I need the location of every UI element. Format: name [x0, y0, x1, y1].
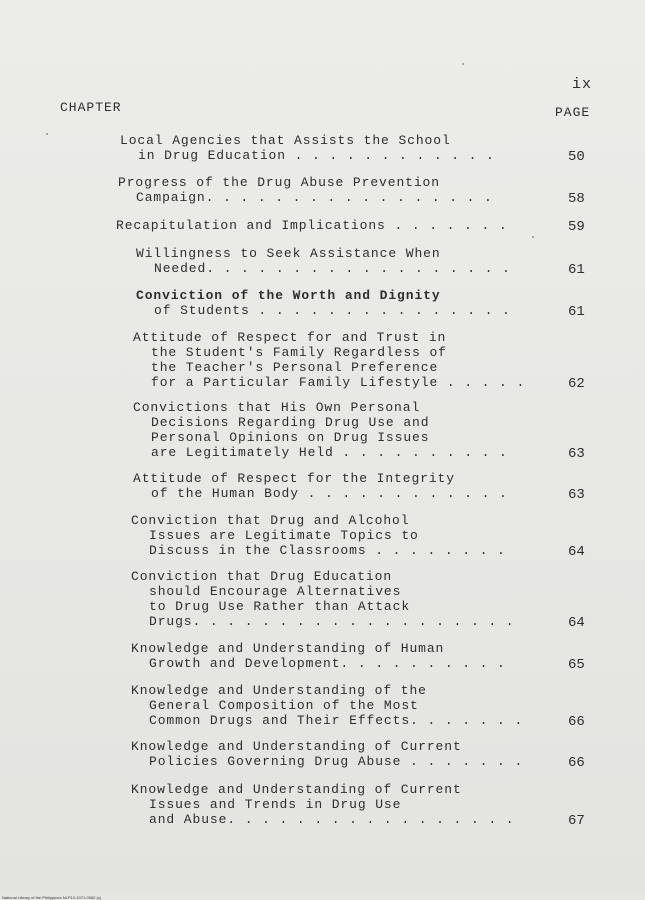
toc-entry-line: Discuss in the Classrooms . . . . . . . .: [149, 543, 506, 558]
toc-entry: [0, 569, 645, 629]
toc-entry-line: General Composition of the Most: [149, 698, 419, 713]
page-column-header: PAGE: [555, 105, 591, 120]
toc-entry-line: to Drug Use Rather than Attack: [149, 599, 411, 614]
toc-entry-line: are Legitimately Held . . . . . . . . . .: [151, 445, 508, 460]
toc-entry-line: Conviction of the Worth and Dignity: [136, 288, 441, 303]
toc-entry-line: in Drug Education . . . . . . . . . . . .: [138, 148, 495, 163]
toc-entry-page: 62: [568, 376, 585, 392]
toc-entry-line: Attitude of Respect for the Integrity: [133, 471, 455, 486]
toc-entry-page: 65: [568, 657, 585, 673]
toc-entry-line: Knowledge and Understanding of Human: [131, 641, 445, 656]
toc-entry-line: Drugs. . . . . . . . . . . . . . . . . . .: [149, 614, 515, 629]
toc-entry-line: Recapitulation and Implications . . . . . . .: [116, 218, 508, 233]
toc-entry-page: 61: [568, 262, 585, 278]
toc-entry: [0, 782, 645, 827]
toc-entry-line: the Teacher's Personal Preference: [151, 360, 439, 375]
footer-credit: National Library of the Philippines NLP10-1971-0082 (c): [2, 895, 102, 900]
toc-entry-line: Willingness to Seek Assistance When: [136, 246, 441, 261]
toc-entry: [0, 400, 645, 460]
toc-entry-line: Progress of the Drug Abuse Prevention: [118, 175, 440, 190]
toc-entry-page: 64: [568, 615, 585, 631]
toc-entry: [0, 513, 645, 558]
toc-entry-page: 66: [568, 714, 585, 730]
toc-entry-line: Personal Opinions on Drug Issues: [151, 430, 430, 445]
toc-entry-line: Knowledge and Understanding of the: [131, 683, 427, 698]
toc-entry: [0, 641, 645, 671]
toc-entry-line: Decisions Regarding Drug Use and: [151, 415, 430, 430]
toc-entry-line: Policies Governing Drug Abuse . . . . . . .: [149, 754, 524, 769]
toc-entry-line: of Students . . . . . . . . . . . . . . .: [154, 303, 511, 318]
toc-entry-page: 63: [568, 487, 585, 503]
paper-speck: [46, 133, 48, 135]
toc-entry: [0, 246, 645, 276]
toc-entry-page: 63: [568, 446, 585, 462]
toc-entry: [0, 683, 645, 728]
toc-entry: [0, 288, 645, 318]
toc-entry-line: Common Drugs and Their Effects. . . . . . .: [149, 713, 524, 728]
toc-entry-line: Needed. . . . . . . . . . . . . . . . . .: [154, 261, 511, 276]
paper-speck: [462, 63, 464, 65]
toc-entry-line: Campaign. . . . . . . . . . . . . . . . .: [136, 190, 493, 205]
toc-entry-page: 67: [568, 813, 585, 829]
toc-entry-line: Convictions that His Own Personal: [133, 400, 421, 415]
toc-entry-page: 64: [568, 544, 585, 560]
toc-entry-line: the Student's Family Regardless of: [151, 345, 447, 360]
toc-entry: [0, 133, 645, 163]
toc-entry-line: should Encourage Alternatives: [149, 584, 402, 599]
chapter-column-header: CHAPTER: [60, 100, 122, 115]
toc-entry-line: Conviction that Drug Education: [131, 569, 393, 584]
toc-entry: [0, 218, 645, 233]
toc-entry-line: Local Agencies that Assists the School: [120, 133, 451, 148]
toc-entry-page: 61: [568, 304, 585, 320]
paper-speck: [532, 236, 534, 238]
toc-entry-line: Issues and Trends in Drug Use: [149, 797, 402, 812]
toc-entry-page: 50: [568, 149, 585, 165]
toc-entry-line: for a Particular Family Lifestyle . . . . .: [151, 375, 526, 390]
toc-entry: [0, 739, 645, 769]
toc-entry-line: Issues are Legitimate Topics to: [149, 528, 419, 543]
toc-entry-line: Attitude of Respect for and Trust in: [133, 330, 447, 345]
toc-entry: [0, 175, 645, 205]
toc-entry-line: of the Human Body . . . . . . . . . . . .: [151, 486, 508, 501]
page-number: ix: [572, 76, 593, 93]
toc-entry-page: 58: [568, 191, 585, 207]
toc-entry-line: Knowledge and Understanding of Current: [131, 739, 462, 754]
toc-entry-line: and Abuse. . . . . . . . . . . . . . . . .: [149, 812, 515, 827]
toc-entry-line: Growth and Development. . . . . . . . . .: [149, 656, 506, 671]
toc-entry: [0, 471, 645, 501]
toc-entry-page: 59: [568, 219, 585, 235]
toc-entry-page: 66: [568, 755, 585, 771]
toc-entry: [0, 330, 645, 390]
toc-entry-line: Knowledge and Understanding of Current: [131, 782, 462, 797]
toc-entry-line: Conviction that Drug and Alcohol: [131, 513, 410, 528]
